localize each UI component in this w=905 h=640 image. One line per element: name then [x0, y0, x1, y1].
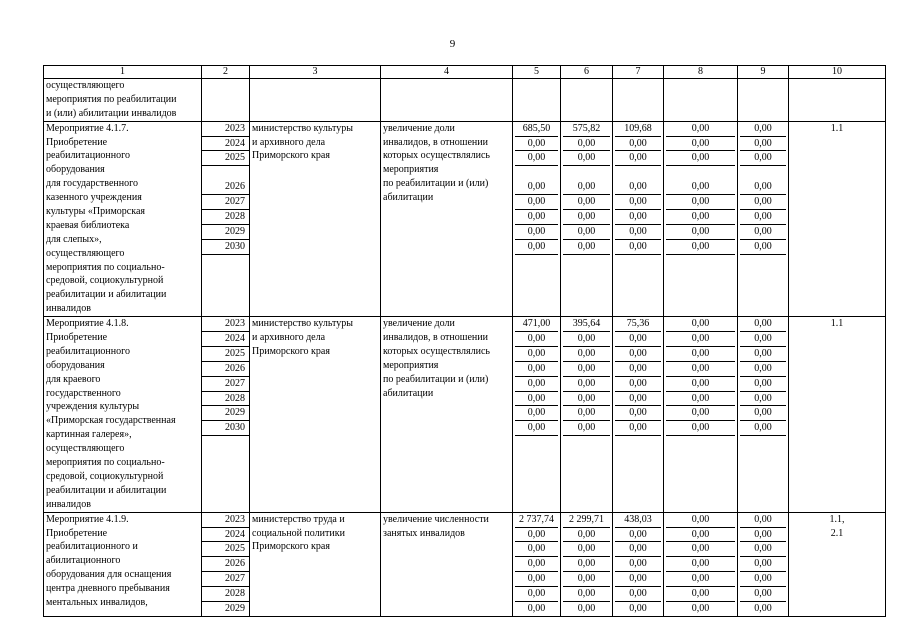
empty-cell — [664, 79, 738, 122]
amount-col-7-line: 0,00 — [615, 240, 661, 255]
amount-col-7-line: 0,00 — [615, 528, 661, 543]
amount-col-7-line: 0,00 — [615, 557, 661, 572]
measure-name-line: ментальных инвалидов, — [46, 596, 148, 608]
amount-col-7-line: 109,68 — [615, 122, 661, 137]
amount-col-6-line: 0,00 — [563, 151, 610, 166]
executor-line: и архивного дела — [252, 136, 326, 148]
measure-name-line: учреждения культуры — [46, 401, 140, 413]
years-line: 2026 — [202, 557, 249, 572]
amount-col-9-line: 0,00 — [740, 195, 786, 210]
executor-line: и архивного дела — [252, 332, 326, 344]
amount-col-9-line: 0,00 — [740, 347, 786, 362]
measure-name-cell — [44, 121, 202, 316]
years-line: 2023 — [202, 122, 249, 137]
result-line: абилитации — [383, 387, 434, 399]
amount-col-8-line: 0,00 — [666, 151, 735, 166]
indicator-line: 2.1 — [830, 527, 844, 539]
measure-name-line: средовой, социокультурной — [46, 275, 164, 287]
empty-cell — [202, 79, 250, 122]
amount-col-8-line: 0,00 — [666, 332, 735, 347]
amount-col-5-line: 0,00 — [515, 347, 558, 362]
amount-col-7-line: 0,00 — [615, 210, 661, 225]
amount-col-5-line: 0,00 — [515, 587, 558, 602]
amount-col-7-line: 0,00 — [615, 362, 661, 377]
measure-name-line: мероприятия по социально- — [46, 457, 165, 469]
years-cell — [202, 121, 250, 316]
amount-col-7-line: 0,00 — [615, 377, 661, 392]
measure-name-line: Мероприятие 4.1.9. — [46, 513, 129, 525]
text-line: мероприятия по реабилитации — [46, 93, 177, 105]
text-line: осуществляющего — [46, 80, 125, 91]
years-line: 2023 — [202, 513, 249, 528]
executor-line: министерство культуры — [252, 122, 353, 134]
measure-name-line: Мероприятие 4.1.7. — [46, 122, 129, 134]
result-line: мероприятия — [383, 164, 439, 176]
amount-col-9-line: 0,00 — [740, 377, 786, 392]
amount-col-7-cell — [613, 317, 664, 512]
measure-name-line: реабилитационного — [46, 345, 130, 357]
amount-col-5-line: 0,00 — [515, 572, 558, 587]
measure-name-line: для слепых», — [46, 233, 102, 245]
program-table — [43, 65, 886, 617]
amount-col-9-line: 0,00 — [740, 406, 786, 421]
amount-col-6-cell — [561, 317, 613, 512]
executor-cell — [250, 121, 381, 316]
indicator-line: 1.1 — [830, 122, 844, 134]
amount-col-7-line — [615, 166, 661, 180]
amount-col-8-line: 0,00 — [666, 542, 735, 557]
amount-col-5-cell — [513, 121, 561, 316]
column-number-row — [44, 66, 886, 79]
amount-col-7-line: 0,00 — [615, 406, 661, 421]
amount-col-6-cell — [561, 121, 613, 316]
amount-col-9-cell — [738, 512, 789, 616]
amount-col-9-line: 0,00 — [740, 180, 786, 195]
executor-line: министерство культуры — [252, 318, 353, 330]
years-cell — [202, 512, 250, 616]
empty-cell — [738, 79, 789, 122]
col-number-9: 9 — [738, 66, 789, 79]
amount-col-9-line: 0,00 — [740, 513, 786, 528]
amount-col-8-cell — [664, 121, 738, 316]
measure-name-cell — [44, 512, 202, 616]
indicator-line: 1.1 — [830, 318, 844, 330]
measure-name-line: Мероприятие 4.1.8. — [46, 318, 129, 330]
measure-name-line: для краевого — [46, 373, 101, 385]
measure-name-line: культуры «Приморская — [46, 206, 145, 218]
amount-col-5-line: 0,00 — [515, 528, 558, 543]
amount-col-5-line: 0,00 — [515, 557, 558, 572]
amount-col-5-line: 0,00 — [515, 195, 558, 210]
amount-col-6-line: 0,00 — [563, 421, 610, 436]
years-line — [202, 166, 249, 180]
amount-col-5-line: 0,00 — [515, 137, 558, 152]
amount-col-6-line: 0,00 — [563, 587, 610, 602]
empty-cell — [561, 79, 613, 122]
amount-col-6-line: 0,00 — [563, 557, 610, 572]
years-line: 2026 — [202, 362, 249, 377]
executor-cell — [250, 512, 381, 616]
amount-col-5-line: 0,00 — [515, 392, 558, 407]
amount-col-8-line: 0,00 — [666, 195, 735, 210]
measure-name-line: реабилитационного — [46, 150, 130, 162]
amount-col-8-line: 0,00 — [666, 572, 735, 587]
measure-name-line: оборудования для оснащения — [46, 569, 172, 581]
amount-col-8-line: 0,00 — [666, 528, 735, 543]
empty-cell — [613, 79, 664, 122]
amount-col-8-line: 0,00 — [666, 210, 735, 225]
amount-col-7-line: 0,00 — [615, 572, 661, 587]
amount-col-6-line: 0,00 — [563, 240, 610, 255]
measure-name-line: краевая библиотека — [46, 219, 130, 231]
amount-col-6-line — [563, 166, 610, 180]
indicator-cell — [789, 317, 886, 512]
amount-col-6-line: 575,82 — [563, 122, 610, 137]
amount-col-6-line: 0,00 — [563, 195, 610, 210]
years-line: 2027 — [202, 377, 249, 392]
years-line: 2030 — [202, 421, 249, 436]
years-line: 2027 — [202, 572, 249, 587]
amount-col-8-line: 0,00 — [666, 406, 735, 421]
amount-col-9-line: 0,00 — [740, 587, 786, 602]
amount-col-6-line: 395,64 — [563, 317, 610, 332]
years-line: 2023 — [202, 317, 249, 332]
result-line: занятых инвалидов — [383, 527, 465, 539]
amount-col-8-line: 0,00 — [666, 377, 735, 392]
amount-col-7-line: 0,00 — [615, 225, 661, 240]
amount-col-5-line: 471,00 — [515, 317, 558, 332]
measure-name-line: осуществляющего — [46, 443, 125, 455]
col-number-6: 6 — [561, 66, 613, 79]
col-number-7: 7 — [613, 66, 664, 79]
years-line: 2029 — [202, 225, 249, 240]
amount-col-7-line: 0,00 — [615, 587, 661, 602]
result-cell — [381, 121, 513, 316]
amount-col-6-line: 2 299,71 — [563, 513, 610, 528]
indicator-line: 1.1, — [829, 513, 845, 525]
amount-col-6-line: 0,00 — [563, 572, 610, 587]
executor-line: Приморского края — [252, 541, 330, 553]
measure-name-line: средовой, социокультурной — [46, 470, 164, 482]
amount-col-9-line: 0,00 — [740, 572, 786, 587]
measure-name-line: реабилитации и абилитации — [46, 484, 167, 496]
amount-col-7-line: 0,00 — [615, 347, 661, 362]
amount-col-8-line: 0,00 — [691, 602, 710, 614]
measure-name-line: центра дневного пребывания — [46, 583, 170, 595]
measure-name-line: оборудования — [46, 359, 105, 371]
amount-col-8-line: 0,00 — [666, 392, 735, 407]
amount-col-9-line: 0,00 — [740, 332, 786, 347]
amount-col-8-line: 0,00 — [666, 557, 735, 572]
amount-col-6-line: 0,00 — [563, 392, 610, 407]
amount-col-8-line: 0,00 — [666, 317, 735, 332]
years-line: 2025 — [202, 347, 249, 362]
col-number-4: 4 — [381, 66, 513, 79]
measure-name-line: Приобретение — [46, 136, 108, 148]
amount-col-8-line — [666, 166, 735, 180]
years-line: 2028 — [202, 392, 249, 407]
table-body — [44, 66, 886, 617]
amount-col-8-line: 0,00 — [666, 240, 735, 255]
amount-col-5-line: 0,00 — [515, 225, 558, 240]
measure-name-line: оборудования — [46, 164, 105, 176]
amount-col-9-cell — [738, 121, 789, 316]
amount-col-5-line: 0,00 — [527, 602, 546, 614]
amount-col-9-line: 0,00 — [740, 542, 786, 557]
amount-col-8-line: 0,00 — [666, 421, 735, 436]
measure-name-line: мероприятия по социально- — [46, 261, 165, 273]
years-cell — [202, 317, 250, 512]
result-line: абилитации — [383, 192, 434, 204]
amount-col-5-line: 0,00 — [515, 332, 558, 347]
years-line: 2025 — [202, 542, 249, 557]
amount-col-9-line: 0,00 — [740, 557, 786, 572]
measure-name-line: реабилитации и абилитации — [46, 289, 167, 301]
measure-name-line: государственного — [46, 387, 121, 399]
amount-col-9-line: 0,00 — [740, 122, 786, 137]
amount-col-6-line: 0,00 — [563, 210, 610, 225]
amount-col-6-line: 0,00 — [563, 528, 610, 543]
measure-row — [44, 121, 886, 316]
indicator-cell — [789, 121, 886, 316]
empty-cell — [513, 79, 561, 122]
result-line: увеличение доли — [383, 122, 455, 134]
amount-col-8-line: 0,00 — [666, 347, 735, 362]
amount-col-6-line: 0,00 — [563, 137, 610, 152]
amount-col-9-cell — [738, 317, 789, 512]
amount-col-7-cell — [613, 512, 664, 616]
measure-name-cell — [44, 317, 202, 512]
amount-col-9-line: 0,00 — [740, 137, 786, 152]
amount-col-6-line: 0,00 — [563, 362, 610, 377]
result-line: по реабилитации и (или) — [383, 373, 489, 385]
page-number: 9 — [449, 38, 456, 50]
amount-col-7-line: 438,03 — [615, 513, 661, 528]
measure-row — [44, 512, 886, 616]
result-line: увеличение доли — [383, 318, 455, 330]
amount-col-9-line: 0,00 — [740, 225, 786, 240]
amount-col-5-line: 0,00 — [515, 362, 558, 377]
result-line: которых осуществлялись — [383, 150, 490, 162]
amount-col-8-line: 0,00 — [666, 137, 735, 152]
empty-cell — [789, 79, 886, 122]
amount-col-5-line: 0,00 — [515, 180, 558, 195]
years-line: 2025 — [202, 151, 249, 166]
amount-col-5-line: 0,00 — [515, 421, 558, 436]
measure-name-line: для государственного — [46, 178, 138, 190]
executor-line: социальной политики — [252, 527, 345, 539]
measure-name-line: Приобретение — [46, 332, 108, 344]
amount-col-9-line: 0,00 — [740, 317, 786, 332]
col-number-10: 10 — [789, 66, 886, 79]
years-line: 2028 — [202, 587, 249, 602]
amount-col-8-line: 0,00 — [666, 587, 735, 602]
measure-name-line: казенного учреждения — [46, 192, 142, 204]
years-line: 2029 — [202, 406, 249, 421]
amount-col-6-line: 0,00 — [563, 225, 610, 240]
years-line: 2024 — [202, 332, 249, 347]
years-line: 2024 — [202, 528, 249, 543]
result-line: увеличение численности — [383, 513, 489, 525]
executor-line: Приморского края — [252, 345, 330, 357]
amount-col-9-line: 0,00 — [740, 151, 786, 166]
amount-col-7-line: 0,00 — [615, 542, 661, 557]
empty-cell — [250, 79, 381, 122]
result-line: мероприятия — [383, 359, 439, 371]
amount-col-6-line: 0,00 — [563, 180, 610, 195]
amount-col-8-line: 0,00 — [666, 362, 735, 377]
measure-name-line: инвалидов — [46, 498, 91, 510]
amount-col-7-line: 0,00 — [615, 332, 661, 347]
col-number-8: 8 — [664, 66, 738, 79]
continued-name-cell — [44, 79, 202, 122]
amount-col-5-line: 0,00 — [515, 151, 558, 166]
amount-col-8-line: 0,00 — [666, 513, 735, 528]
amount-col-8-line: 0,00 — [666, 225, 735, 240]
amount-col-5-line — [515, 166, 558, 180]
measure-name-line: Приобретение — [46, 527, 108, 539]
amount-col-5-line: 0,00 — [515, 240, 558, 255]
col-number-3: 3 — [250, 66, 381, 79]
amount-col-5-line: 0,00 — [515, 542, 558, 557]
executor-cell — [250, 317, 381, 512]
measure-name-line: инвалидов — [46, 303, 91, 315]
amount-col-8-line: 0,00 — [666, 122, 735, 137]
amount-col-6-cell — [561, 512, 613, 616]
years-line: 2024 — [202, 137, 249, 152]
amount-col-5-line: 2 737,74 — [515, 513, 558, 528]
amount-col-9-line: 0,00 — [740, 421, 786, 436]
amount-col-5-cell — [513, 317, 561, 512]
amount-col-9-line — [740, 166, 786, 180]
amount-col-5-line: 0,00 — [515, 377, 558, 392]
amount-col-9-line: 0,00 — [740, 240, 786, 255]
amount-col-8-cell — [664, 512, 738, 616]
measure-name-line: «Приморская государственная — [46, 415, 176, 427]
years-line: 2027 — [202, 195, 249, 210]
years-line: 2026 — [202, 180, 249, 195]
measure-name-line: абилитационного — [46, 555, 121, 567]
col-number-1: 1 — [44, 66, 202, 79]
amount-col-7-line: 75,36 — [615, 317, 661, 332]
years-line: 2030 — [202, 240, 249, 255]
amount-col-6-line: 0,00 — [563, 377, 610, 392]
result-line: инвалидов, в отношении — [383, 332, 488, 344]
result-line: по реабилитации и (или) — [383, 178, 489, 190]
col-number-5: 5 — [513, 66, 561, 79]
amount-col-7-cell — [613, 121, 664, 316]
amount-col-7-line: 0,00 — [615, 180, 661, 195]
col-number-2: 2 — [202, 66, 250, 79]
amount-col-6-line: 0,00 — [563, 347, 610, 362]
measure-name-line: реабилитационного и — [46, 541, 138, 553]
amount-col-7-line: 0,00 — [615, 421, 661, 436]
measure-row — [44, 317, 886, 512]
result-line: инвалидов, в отношении — [383, 136, 488, 148]
amount-col-7-line: 0,00 — [615, 392, 661, 407]
empty-cell — [381, 79, 513, 122]
amount-col-7-line: 0,00 — [615, 195, 661, 210]
amount-col-6-line: 0,00 — [563, 542, 610, 557]
amount-col-5-line: 0,00 — [515, 406, 558, 421]
executor-line: Приморского края — [252, 150, 330, 162]
result-cell — [381, 512, 513, 616]
amount-col-5-cell — [513, 512, 561, 616]
amount-col-8-cell — [664, 317, 738, 512]
amount-col-9-line: 0,00 — [740, 392, 786, 407]
amount-col-9-line: 0,00 — [740, 528, 786, 543]
measure-name-line: осуществляющего — [46, 247, 125, 259]
amount-col-9-line: 0,00 — [740, 210, 786, 225]
amount-col-9-line: 0,00 — [740, 362, 786, 377]
result-line: которых осуществлялись — [383, 345, 490, 357]
years-line: 2028 — [202, 210, 249, 225]
amount-col-6-line: 0,00 — [563, 406, 610, 421]
amount-col-7-line: 0,00 — [615, 151, 661, 166]
amount-col-9-line: 0,00 — [754, 602, 772, 614]
measure-name-line: картинная галерея», — [46, 429, 132, 441]
indicator-cell — [789, 512, 886, 616]
result-cell — [381, 317, 513, 512]
amount-col-7-line: 0,00 — [615, 137, 661, 152]
text-line: и (или) абилитации инвалидов — [46, 107, 177, 119]
amount-col-5-line: 685,50 — [515, 122, 558, 137]
amount-col-6-line: 0,00 — [563, 332, 610, 347]
continuation-row — [44, 79, 886, 122]
amount-col-5-line: 0,00 — [515, 210, 558, 225]
amount-col-7-line: 0,00 — [629, 602, 647, 614]
executor-line: министерство труда и — [252, 513, 345, 525]
years-line: 2029 — [225, 602, 245, 614]
amount-col-8-line: 0,00 — [666, 180, 735, 195]
amount-col-6-line: 0,00 — [577, 602, 596, 614]
